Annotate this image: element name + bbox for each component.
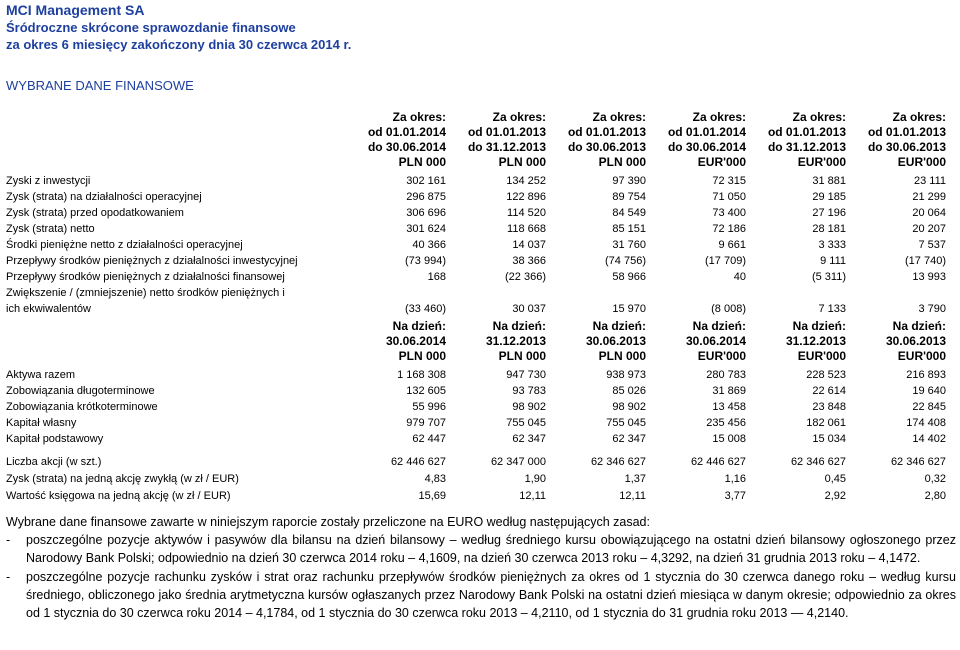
column-header: PLN 000 [398,348,446,363]
value-cell: 14 037 [512,239,546,251]
value-cell: 62 447 [412,433,446,445]
value-cell: 20 064 [912,207,946,219]
value-cell: 13 458 [712,401,746,413]
column-header: od 01.01.2013 [567,124,646,139]
header-spacer [6,124,350,139]
empty-cell [350,285,450,301]
column-header: PLN 000 [398,154,446,169]
column-header: PLN 000 [498,348,546,363]
column-header: 30.06.2014 [685,333,746,348]
column-header: Na dzień: [692,318,746,333]
column-header: Za okres: [692,109,746,124]
value-cell: 72 186 [712,223,746,235]
value-cell: 235 456 [706,417,746,429]
column-header: Na dzień: [592,318,646,333]
value-cell: 23 848 [812,401,846,413]
column-header: Na dzień: [392,318,446,333]
row-label: Zobowiązania długoterminowe [6,385,155,397]
value-cell: 31 760 [612,239,646,251]
value-cell: 1,16 [724,472,746,485]
value-cell: 55 996 [412,401,446,413]
value-cell: 3 790 [918,303,946,315]
value-cell: 168 [427,271,446,283]
column-header: Na dzień: [792,318,846,333]
value-cell: 58 966 [612,271,646,283]
value-cell: (17 740) [905,255,946,267]
value-cell: 29 185 [812,191,846,203]
empty-cell [750,285,850,301]
note-bullet [6,568,956,623]
table-row [6,237,950,253]
header-spacer [6,154,350,169]
value-cell: 15 970 [612,303,646,315]
value-cell: 216 893 [906,369,946,381]
value-cell: 4,83 [424,472,446,485]
bullet-mark: - [6,569,11,584]
value-cell: 98 902 [512,401,546,413]
table-row [6,205,950,221]
value-cell: 62 347 [512,433,546,445]
value-cell: 7 537 [918,239,946,251]
row-label: Zysk (strata) przed opodatkowaniem [6,207,184,219]
value-cell: 755 045 [506,417,546,429]
value-cell: 302 161 [406,175,446,187]
value-cell: 20 207 [912,223,946,235]
value-cell: 28 181 [812,223,846,235]
per-share-table [6,453,950,504]
column-header-row [6,124,950,139]
value-cell: 12,11 [619,489,646,502]
table-row [6,487,950,504]
value-cell: 132 605 [406,385,446,397]
value-cell: 22 614 [812,385,846,397]
header-spacer [6,109,350,124]
row-label: Zysk (strata) na działalności operacyjnej [6,191,202,203]
table-row [6,173,950,189]
value-cell: 755 045 [606,417,646,429]
row-label: Zyski z inwestycji [6,175,91,187]
column-header: Na dzień: [892,318,946,333]
value-cell: 3,77 [724,489,746,502]
value-cell: 0,45 [824,472,846,485]
value-cell: 9 111 [820,255,846,267]
row-label: Zwiększenie / (zmniejszenie) netto środków pieniężnych i [6,287,285,299]
value-cell: 93 783 [512,385,546,397]
column-header: Za okres: [492,109,546,124]
row-label: Przepływy środków pieniężnych z działalności inwestycyjnej [6,255,298,267]
column-header: EUR'000 [697,154,746,169]
value-cell: 62 446 627 [690,455,746,468]
value-cell: 7 133 [818,303,846,315]
value-cell: 979 707 [406,417,446,429]
note-intro: Wybrane dane finansowe zawarte w niniejszym raporcie zostały przeliczone na EURO według następujących zasad: [6,515,650,529]
column-header: PLN 000 [598,154,646,169]
table-row [6,301,950,317]
value-cell: 228 523 [806,369,846,381]
value-cell: 134 252 [506,175,546,187]
value-cell: 31 881 [812,175,846,187]
bullet-mark: - [6,533,11,548]
value-cell: 30 037 [512,303,546,315]
column-header: od 01.01.2014 [367,124,446,139]
value-cell: 98 902 [612,401,646,413]
value-cell: 62 347 000 [490,455,546,468]
balance-sheet-table [6,318,950,447]
column-header: EUR'000 [697,348,746,363]
income-cashflow-table [6,109,950,317]
value-cell: 19 640 [912,385,946,397]
row-label: Liczba akcji (w szt.) [6,455,102,468]
table-row [6,253,950,269]
value-cell: 62 346 627 [590,455,646,468]
value-cell: 1,37 [624,472,646,485]
value-cell: (22 366) [505,271,546,283]
column-header: PLN 000 [598,348,646,363]
table-row [6,221,950,237]
value-cell: 89 754 [612,191,646,203]
value-cell: 0,32 [924,472,946,485]
value-cell: 3 333 [818,239,846,251]
value-cell: 2,92 [824,489,846,502]
value-cell: 73 400 [712,207,746,219]
row-label: Przepływy środków pieniężnych z działalności finansowej [6,271,285,283]
value-cell: 280 783 [706,369,746,381]
column-header: 31.12.2013 [785,333,846,348]
empty-cell [450,285,550,301]
value-cell: (74 756) [605,255,646,267]
value-cell: 12,11 [519,489,546,502]
value-cell: 15,69 [418,489,446,502]
column-header: 30.06.2013 [585,333,646,348]
table-row [6,470,950,487]
column-header: 30.06.2013 [885,333,946,348]
row-label: Kapitał podstawowy [6,433,104,445]
value-cell: 9 661 [718,239,746,251]
value-cell: 947 730 [506,369,546,381]
value-cell: 62 346 627 [890,455,946,468]
value-cell: 306 696 [406,207,446,219]
column-header: Za okres: [792,109,846,124]
column-header-row [6,154,950,169]
empty-cell [850,285,950,301]
value-cell: 15 034 [812,433,846,445]
column-header: do 30.06.2014 [367,139,446,154]
column-header: od 01.01.2013 [467,124,546,139]
value-cell: 1 168 308 [397,369,446,381]
column-header: Za okres: [592,109,646,124]
table-row [6,415,950,431]
company-name: MCI Management SA [6,2,145,18]
column-header: od 01.01.2014 [667,124,746,139]
note-bullet-text: poszczególne pozycje aktywów i pasywów dla bilansu na dzień bilansowy – według średniego kursu obowiązującego na ostatni dzień bilansowy ogłoszonego przez Narodowy Bank Polski; odpowiednio na dzień 30 czerwca 2014 roku – 4,1609, na dzień 30 czerwca 2013 roku – 4,3292, na dzień 31 grudnia 2013 roku – 4,1472. [26,533,956,566]
header-spacer [6,348,350,363]
column-header: od 01.01.2013 [767,124,846,139]
note-bullet [6,531,956,567]
value-cell: 114 520 [507,207,546,219]
value-cell: 118 668 [507,223,546,235]
column-header: 31.12.2013 [485,333,546,348]
column-header: od 01.01.2013 [867,124,946,139]
column-header: Za okres: [892,109,946,124]
value-cell: 38 366 [512,255,546,267]
column-header: do 30.06.2014 [667,139,746,154]
column-header: EUR'000 [797,154,846,169]
report-title: Śródroczne skrócone sprawozdanie finansowe [6,20,296,35]
value-cell: (5 311) [811,271,846,283]
table-row [6,383,950,399]
value-cell: 182 061 [806,417,846,429]
row-label: Aktywa razem [6,369,76,381]
value-cell: 22 845 [912,401,946,413]
column-header-row [6,348,950,363]
table-row [6,269,950,285]
value-cell: (73 994) [405,255,446,267]
header-spacer [6,139,350,154]
column-header: 30.06.2014 [385,333,446,348]
value-cell: 85 026 [612,385,646,397]
conversion-note [6,513,956,622]
value-cell: 72 315 [712,175,746,187]
column-header: Na dzień: [492,318,546,333]
table-row [6,285,950,301]
row-label: Środki pieniężne netto z działalności operacyjnej [6,239,243,251]
column-header-row [6,139,950,154]
empty-cell [650,285,750,301]
value-cell: 62 446 627 [390,455,446,468]
value-cell: 62 347 [612,433,646,445]
empty-cell [550,285,650,301]
value-cell: 97 390 [612,175,646,187]
column-header: do 31.12.2013 [767,139,846,154]
column-header-row [6,318,950,333]
report-header [6,2,351,53]
table-row [6,367,950,383]
section-title: WYBRANE DANE FINANSOWE [6,78,194,93]
row-label: ich ekwiwalentów [6,303,91,315]
column-header: PLN 000 [498,154,546,169]
table-row [6,189,950,205]
value-cell: (33 460) [405,303,446,315]
column-header-row [6,333,950,348]
value-cell: 14 402 [912,433,946,445]
row-label: Zobowiązania krótkoterminowe [6,401,158,413]
header-spacer [6,318,350,333]
value-cell: 21 299 [912,191,946,203]
value-cell: 23 111 [913,175,946,187]
value-cell: 938 973 [606,369,646,381]
value-cell: 40 [733,271,746,283]
row-label: Zysk (strata) na jedną akcję zwykłą (w zł / EUR) [6,472,239,485]
value-cell: 31 869 [712,385,746,397]
report-period: za okres 6 miesięcy zakończony dnia 30 czerwca 2014 r. [6,37,352,52]
value-cell: 301 624 [406,223,446,235]
table-row [6,453,950,470]
column-header: EUR'000 [797,348,846,363]
row-label: Zysk (strata) netto [6,223,95,235]
column-header: do 30.06.2013 [567,139,646,154]
column-header: do 31.12.2013 [467,139,546,154]
value-cell: (17 709) [705,255,746,267]
column-header: Za okres: [392,109,446,124]
table-row [6,399,950,415]
value-cell: 62 346 627 [790,455,846,468]
column-header: EUR'000 [897,154,946,169]
value-cell: 85 151 [612,223,646,235]
column-header: EUR'000 [897,348,946,363]
value-cell: 1,90 [524,472,546,485]
row-label: Wartość księgowa na jedną akcję (w zł / EUR) [6,489,231,502]
value-cell: 71 050 [712,191,746,203]
column-header: do 30.06.2013 [867,139,946,154]
table-row [6,431,950,447]
value-cell: 174 408 [906,417,946,429]
note-bullet-text: poszczególne pozycje rachunku zysków i strat oraz rachunku przepływów środków pieniężnych za okres od 1 stycznia do 30 czerwca danego roku – według kursu średniego, obliczonego jako średnia arytmetyczna kursów ogłaszanych przez Narodowy Bank Polski na ostatni dzień miesiąca w danym okresie; odpowiednio za okres od 1 stycznia do 30 czerwca roku 2014 – 4,1784, od 1 stycznia do 30 czerwca roku 2013 – 4,2110, od 1 stycznia do 31 grudnia roku 2013 — 4,2140. [26,569,956,621]
value-cell: 2,80 [924,489,946,502]
column-header-row [6,109,950,124]
value-cell: 13 993 [912,271,946,283]
value-cell: 84 549 [612,207,646,219]
value-cell: 15 008 [712,433,746,445]
value-cell: 40 366 [412,239,446,251]
header-spacer [6,333,350,348]
row-label: Kapitał własny [6,417,77,429]
value-cell: (8 008) [711,303,746,315]
value-cell: 296 875 [406,191,446,203]
value-cell: 122 896 [506,191,546,203]
value-cell: 27 196 [812,207,846,219]
